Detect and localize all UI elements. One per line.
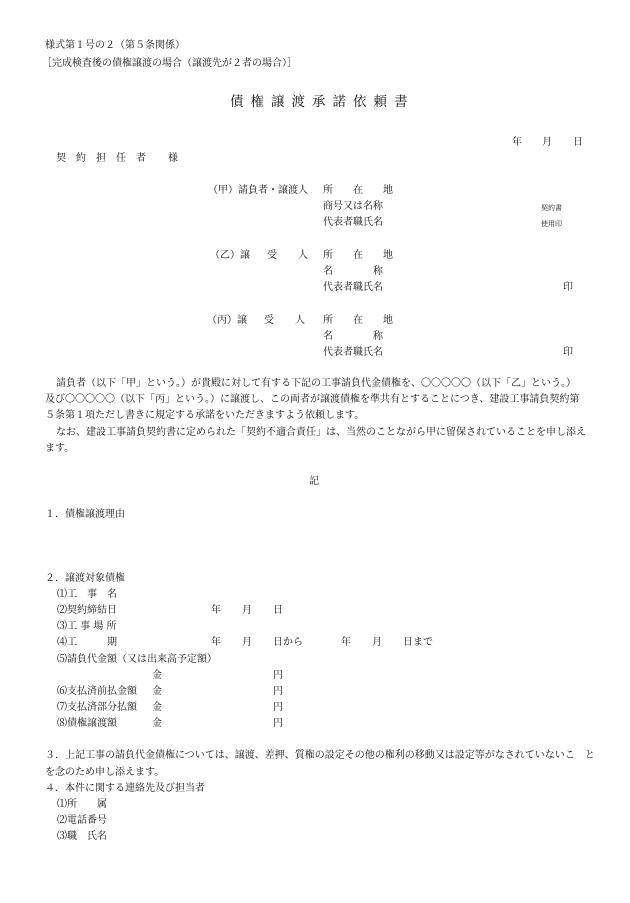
section3-line1: ３．上記工事の請負代金債権については、譲渡、差押、質権の設定その他の権利の移動又は設定等がなされていないこ と	[45, 750, 595, 761]
item-contract-amount: ⑸請負代金額（又は出来高予定額）	[57, 654, 217, 665]
party-a-rep-label: 代表者職氏名	[323, 217, 383, 228]
period-end-until: 日まで	[403, 637, 433, 648]
item-advance-paid: ⑹支払済前払金額	[57, 686, 137, 697]
contract-amount-yen: 円	[273, 670, 283, 681]
addressee-label: 契 約 担 任 者	[56, 153, 146, 164]
body-p1-line1: 請負者（以下「甲」という。）が貴殿に対して有する下記の工事請負代金債権を、〇〇〇〇〇（以下「乙」という。）	[56, 378, 576, 389]
party-c-label-1: （丙）譲	[207, 315, 247, 326]
form-number: 様式第１号の２（第５条関係）	[45, 40, 185, 51]
party-c-label-2: 受	[264, 315, 274, 326]
item-partial-paid: ⑺支払済部分払額	[57, 702, 137, 713]
party-c-name-label: 名 称	[323, 331, 383, 342]
party-b-seal: 印	[563, 282, 573, 293]
party-b-label-1: （乙）譲	[210, 250, 250, 261]
party-a-name-label: 商号又は名称	[323, 201, 383, 212]
contract-date-day: 日	[273, 605, 283, 616]
period-end-month: 月	[372, 637, 382, 648]
party-a-label: （甲）請負者・譲渡人	[208, 185, 308, 196]
party-c-label-3: 人	[295, 315, 305, 326]
contact-phone: ⑵電話番号	[57, 815, 107, 826]
party-a-seal-top: 契約書	[541, 204, 562, 212]
period-end-year: 年	[341, 637, 351, 648]
advance-paid-yen: 円	[273, 686, 283, 697]
body-p1-line2: 及び〇〇〇〇〇（以下「丙」という。）に譲渡し、この両者が譲渡債権を準共有とすることにつき、建設工事請負契約第	[45, 394, 580, 405]
party-a-address-label: 所 在 地	[323, 185, 393, 196]
advance-paid-kin: 金	[152, 686, 162, 697]
ki-heading: 記	[309, 476, 319, 487]
transfer-amount-yen: 円	[273, 718, 283, 729]
transfer-amount-kin: 金	[152, 718, 162, 729]
addressee-honorific: 様	[168, 153, 178, 164]
period-start-month: 月	[242, 637, 252, 648]
item-transfer-amount: ⑻債権譲渡額	[57, 718, 117, 729]
section4-heading: ４．本件に関する連絡先及び担当者	[45, 783, 205, 794]
document-title: 債権譲渡承諾依頼書	[230, 94, 415, 110]
party-a-seal-bottom: 使用印	[541, 220, 562, 228]
body-p2-line1: なお、建設工事請負契約書に定められた「契約不適合責任」は、当然のことながら甲に留保されていることを申し添え	[56, 427, 586, 438]
contract-date-year: 年	[211, 605, 221, 616]
party-b-rep-label: 代表者職氏名	[323, 282, 383, 293]
party-c-address-label: 所 在 地	[323, 315, 393, 326]
party-b-name-label: 名 称	[323, 266, 383, 277]
period-start-from: 日から	[273, 637, 303, 648]
contract-date-month: 月	[242, 605, 252, 616]
partial-paid-yen: 円	[273, 702, 283, 713]
date-day: 日	[573, 137, 583, 148]
period-start-year: 年	[211, 637, 221, 648]
party-b-label-2: 受	[267, 250, 277, 261]
party-b-address-label: 所 在 地	[323, 250, 393, 261]
body-p1-line3: ５条第１項ただし書きに規定する承諾をいただきますよう依頼します。	[45, 410, 365, 421]
item-construction-period: ⑷工 期	[57, 637, 117, 648]
date-month: 月	[542, 137, 552, 148]
party-c-seal: 印	[563, 347, 573, 358]
form-subtitle: ［完成検査後の債権譲渡の場合（譲渡先が２者の場合）］	[42, 58, 297, 69]
section3-line2: を念のため申し添えます。	[45, 767, 165, 778]
item-construction-site: ⑶工 事 場 所	[57, 621, 117, 632]
party-c-rep-label: 代表者職氏名	[323, 347, 383, 358]
item-construction-name: ⑴工 事 名	[57, 589, 117, 600]
party-b-label-3: 人	[298, 250, 308, 261]
contact-name: ⑶職 氏名	[57, 831, 107, 842]
date-year: 年	[512, 137, 522, 148]
item-contract-date: ⑵契約締結日	[57, 605, 117, 616]
partial-paid-kin: 金	[152, 702, 162, 713]
contact-department: ⑴所 属	[57, 799, 107, 810]
section1-heading: １．債権譲渡理由	[45, 509, 125, 520]
body-p2-line2: ます。	[45, 443, 75, 454]
contract-amount-kin: 金	[152, 670, 162, 681]
section2-heading: ２．譲渡対象債権	[45, 573, 125, 584]
